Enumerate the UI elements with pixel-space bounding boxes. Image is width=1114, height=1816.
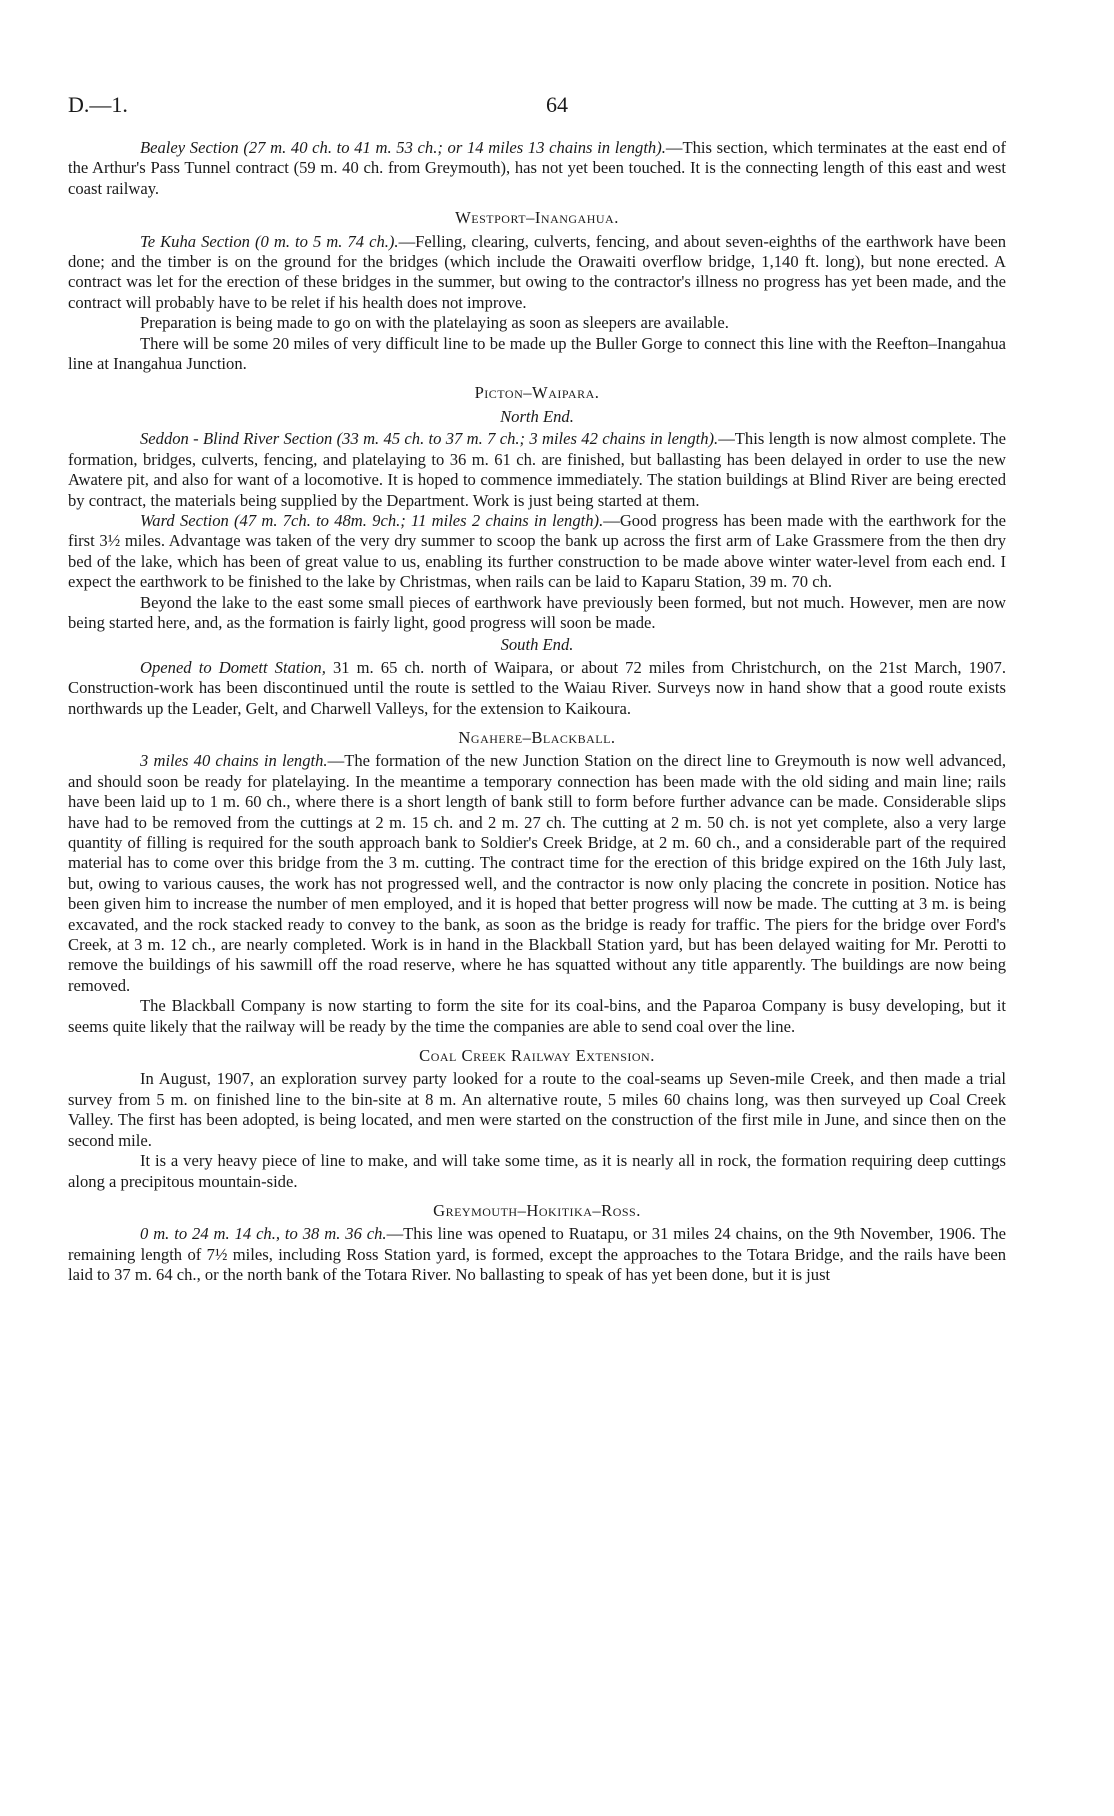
paragraph-lead: Opened to Domett Station, xyxy=(140,657,326,677)
paragraph xyxy=(68,751,1006,996)
paragraph-text: —Felling, clearing, culverts, fencing, and about seven-eighths of the earthwork have been done; and the timber is on the ground for the bridges (which include the Orawaiti overflow bridge, 1,140 ft. long), but none erected. A contract was let for the erection of these bridges in the summer, but owing to the contractor's illness no progress has yet been made, and the contract will probably have to be relet if his health does not improve. xyxy=(68,231,1006,312)
document-reference: D.—1. xyxy=(68,92,128,117)
paragraph-text: 31 m. 65 ch. north of Waipara, or about 72 miles from Christchurch, on the 21st March, 1907. Construction-work has been discontinued until the route is settled to the Waiau River. Surveys now in hand show that a good route exists northwards up the Leader, Gelt, and Charwell Valleys, for the extension to Kaikoura. xyxy=(68,657,1006,718)
section-heading: Westport–Inangahua. xyxy=(455,208,619,228)
paragraph-text: —This length is now almost complete. The formation, bridges, culverts, fencing, and platelaying to 36 m. 61 ch. are finished, but ballasting has been delayed in order to use the new Awatere pit, and also for want of a locomotive. It is hoped to commence immediately. The station buildings at Blind River are being erected by contract, the materials being supplied by the Department. Work is just being started at them. xyxy=(68,429,1006,510)
paragraph xyxy=(68,658,1006,719)
paragraph-lead: 0 m. to 24 m. 14 ch., to 38 m. 36 ch. xyxy=(140,1224,387,1244)
section-heading: Greymouth–Hokitika–Ross. xyxy=(433,1200,641,1220)
paragraph xyxy=(68,429,1006,511)
page-number: 64 xyxy=(546,92,568,117)
paragraph xyxy=(68,1224,1006,1285)
paragraph xyxy=(68,1151,1006,1192)
paragraph-text: —Good progress has been made with the earthwork for the first 3½ miles. Advantage was taken of the very dry summer to scoop the bank up across the first arm of Lake Grassmere from the then dry bed of the lake, which has been of great value to us, enabling its further construction to be made above winter water-level from each end. I expect the earthwork to be finished to the lake by Christmas, when rails can be laid to Kaparu Station, 39 m. 70 ch. xyxy=(68,510,1006,592)
paragraph-lead: Seddon - Blind River Section (33 m. 45 ch. to 37 m. 7 ch.; 3 miles 42 chains in length). xyxy=(140,429,719,449)
paragraph-text: There will be some 20 miles of very difficult line to be made up the Buller Gorge to connect this line with the Reefton–Inangahua line at Inangahua Junction. xyxy=(68,333,1006,374)
paragraph xyxy=(68,1069,1006,1151)
paragraph-text: —This line was opened to Ruatapu, or 31 miles 24 chains, on the 9th November, 1906. The remaining length of 7½ miles, including Ross Station yard, is formed, except the approaches to the Totara Bridge, and the rails have been laid to 37 m. 64 ch., or the north bank of the Totara River. No ballasting to speak of has yet been done, but it is just xyxy=(68,1224,1006,1285)
paragraph-text: In August, 1907, an exploration survey party looked for a route to the coal-seams up Seven-mile Creek, and then made a trial survey from 5 m. on finished line to the bin-site at 8 m. An alternative route, 5 miles 60 chains long, was then surveyed up Coal Creek Valley. The first has been adopted, is being located, and men were started on the construction of the first mile in June, and since then on the second mile. xyxy=(68,1069,1006,1150)
paragraph xyxy=(68,334,1006,375)
section-heading: Picton–Waipara. xyxy=(474,383,600,403)
paragraph-text: Beyond the lake to the east some small pieces of earthwork have previously been formed, but not much. However, men are now being started here, and, as the formation is fairly light, good progress will soon be made. xyxy=(68,592,1006,632)
paragraph-text: Preparation is being made to go on with the platelaying as soon as sleepers are available. xyxy=(140,313,729,333)
paragraph-text: It is a very heavy piece of line to make, and will take some time, as it is nearly all in rock, the formation requiring deep cuttings along a precipitous mountain-side. xyxy=(68,1151,1006,1191)
paragraph-lead: Te Kuha Section (0 m. to 5 m. 74 ch.). xyxy=(140,231,399,251)
paragraph-lead: 3 miles 40 chains in length. xyxy=(140,751,328,771)
paragraph-lead: Ward Section (47 m. 7ch. to 48m. 9ch.; 11 miles 2 chains in length). xyxy=(140,510,604,530)
paragraph xyxy=(68,511,1006,593)
section-heading: Coal Creek Railway Extension. xyxy=(419,1046,655,1066)
paragraph-text: —The formation of the new Junction Station on the direct line to Greymouth is now well advanced, and should soon be ready for platelaying. In the meantime a temporary connection has been made with the old siding and main line; rails have been laid up to 1 m. 60 ch., where there is a short length of bank still to form before further advance can be made. Considerable slips have had to be removed from the cuttings at 2 m. 15 ch. and 2 m. 27 ch. The cutting at 2 m. 50 ch. is not yet complete, also a very large quantity of filling is required for the south approach bank to Soldier's Creek Bridge, at 2 m. 60 ch., and a considerable part of the required material has to come over this bridge from the 3 m. cutting. The contract time for the erection of this bridge expired on the 16th July last, but, owing to various causes, the work has not progressed well, and the contractor is now only placing the concrete in position. Notice has been given him to increase the number of men employed, and it is hoped that better progress will now be made. The cutting at 3 m. is being excavated, and the rock stacked ready to convey to the bank, as soon as the bridge is ready for traffic. The piers for the bridge over Ford's Creek, at 3 m. 12 ch., are nearly completed. Work is in hand in the Blackball Station yard, but has been delayed waiting for Mr. Perotti to remove the buildings of his sawmill off the road reserve, where he has squatted without any title apparently. The buildings are now being removed. xyxy=(68,751,1007,995)
paragraph-text: The Blackball Company is now starting to form the site for its coal-bins, and the Paparoa Company is busy developing, but it seems quite likely that the railway will be ready by the time the companies are able to send coal over the line. xyxy=(68,996,1006,1036)
paragraph xyxy=(68,138,1006,199)
paragraph xyxy=(68,232,1006,314)
paragraph xyxy=(68,313,1006,333)
paragraph xyxy=(68,593,1006,634)
paragraph xyxy=(68,996,1006,1037)
section-heading: Ngahere–Blackball. xyxy=(458,727,616,747)
paragraph-text: —This section, which terminates at the east end of the Arthur's Pass Tunnel contract (59 m. 40 ch. from Greymouth), has not yet been touched. It is the connecting length of this east and west coast railway. xyxy=(68,138,1006,198)
paragraph-lead: Bealey Section (27 m. 40 ch. to 41 m. 53 ch.; or 14 miles 13 chains in length). xyxy=(140,138,666,157)
section-subheading: South End. xyxy=(500,635,574,655)
section-subheading: North End. xyxy=(500,406,574,426)
document-body xyxy=(68,138,1006,1286)
page-header xyxy=(68,92,1046,122)
